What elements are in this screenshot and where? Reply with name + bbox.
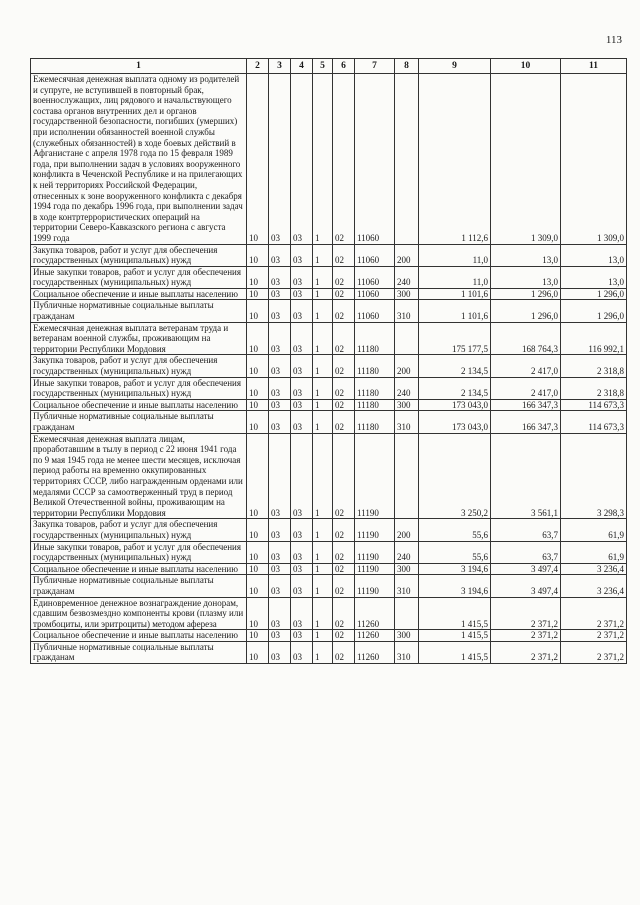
column-header: 1 [31, 59, 247, 74]
code-cell: 10 [247, 377, 269, 399]
table-row [31, 355, 627, 377]
amount-cell: 1 112,6 [419, 74, 491, 245]
amount-cell: 1 296,0 [491, 288, 561, 300]
column-header: 9 [419, 59, 491, 74]
code-cell: 03 [269, 575, 291, 597]
code-cell: 10 [247, 74, 269, 245]
table-body [31, 74, 627, 664]
table-row [31, 563, 627, 575]
row-name-cell: Иные закупки товаров, работ и услуг для обеспечения государственных (муниципальных) нужд [31, 377, 247, 399]
code-cell: 03 [291, 630, 313, 642]
code-cell: 1 [313, 355, 333, 377]
code-cell: 02 [333, 399, 355, 411]
code-cell: 10 [247, 288, 269, 300]
code-cell: 300 [395, 630, 419, 642]
budget-table [30, 58, 627, 664]
amount-cell: 3 298,3 [561, 433, 627, 519]
code-cell: 200 [395, 519, 419, 541]
code-cell: 10 [247, 266, 269, 288]
code-cell: 03 [269, 288, 291, 300]
table-row [31, 266, 627, 288]
table-row [31, 377, 627, 399]
row-name-cell: Ежемесячная денежная выплата одному из родителей и супруге, не вступившей в повторный брак, военнослужащих, лиц рядового и начальствующего состава органов внутренних дел и органов государственной безопасности, погибших (умерших) при исполнении обязанностей военной службы (служебных обязанностей) в ходе боевых действий в Афганистане с апреля 1978 года по 15 февраля 1989 года, при выполнении задач в условиях вооруженного конфликта в Чеченской Республике и на прилегающих к ней территориях Российской Федерации, отнесенных к зоне вооруженного конфликта с декабря 1994 года по декабрь 1996 года, при выполнении задач в ходе контртеррористических операций на территории Северо-Кавказского региона с августа 1999 года [31, 74, 247, 245]
column-header: 10 [491, 59, 561, 74]
code-cell: 03 [269, 433, 291, 519]
code-cell: 03 [291, 641, 313, 663]
amount-cell: 3 194,6 [419, 575, 491, 597]
code-cell: 200 [395, 355, 419, 377]
amount-cell: 1 415,5 [419, 597, 491, 630]
table-row [31, 244, 627, 266]
code-cell: 02 [333, 300, 355, 322]
amount-cell: 2 134,5 [419, 377, 491, 399]
column-header: 6 [333, 59, 355, 74]
page-number: 113 [605, 34, 622, 46]
amount-cell: 13,0 [491, 244, 561, 266]
table-row [31, 541, 627, 563]
code-cell: 11190 [355, 541, 395, 563]
code-cell: 1 [313, 630, 333, 642]
code-cell: 11060 [355, 244, 395, 266]
code-cell: 10 [247, 322, 269, 355]
row-name-cell: Закупка товаров, работ и услуг для обеспечения государственных (муниципальных) нужд [31, 355, 247, 377]
code-cell: 02 [333, 411, 355, 433]
code-cell [395, 74, 419, 245]
code-cell: 10 [247, 399, 269, 411]
code-cell: 11260 [355, 641, 395, 663]
amount-cell: 2 318,8 [561, 355, 627, 377]
code-cell: 11060 [355, 300, 395, 322]
code-cell: 1 [313, 641, 333, 663]
code-cell: 240 [395, 266, 419, 288]
row-name-cell: Социальное обеспечение и иные выплаты населению [31, 630, 247, 642]
code-cell: 02 [333, 355, 355, 377]
column-header: 8 [395, 59, 419, 74]
code-cell: 03 [269, 74, 291, 245]
amount-cell: 166 347,3 [491, 411, 561, 433]
code-cell: 310 [395, 300, 419, 322]
amount-cell: 168 764,3 [491, 322, 561, 355]
code-cell: 10 [247, 563, 269, 575]
code-cell: 1 [313, 74, 333, 245]
code-cell: 03 [291, 411, 313, 433]
code-cell: 03 [291, 433, 313, 519]
amount-cell: 1 101,6 [419, 288, 491, 300]
amount-cell: 55,6 [419, 541, 491, 563]
code-cell: 03 [269, 541, 291, 563]
code-cell: 03 [291, 322, 313, 355]
amount-cell: 63,7 [491, 541, 561, 563]
row-name-cell: Социальное обеспечение и иные выплаты населению [31, 563, 247, 575]
amount-cell: 2 371,2 [561, 597, 627, 630]
amount-cell: 13,0 [561, 244, 627, 266]
code-cell: 03 [269, 519, 291, 541]
code-cell: 03 [291, 597, 313, 630]
code-cell: 310 [395, 641, 419, 663]
amount-cell: 3 497,4 [491, 575, 561, 597]
code-cell: 310 [395, 411, 419, 433]
amount-cell: 114 673,3 [561, 399, 627, 411]
amount-cell: 1 296,0 [561, 300, 627, 322]
code-cell: 10 [247, 597, 269, 630]
row-name-cell: Иные закупки товаров, работ и услуг для обеспечения государственных (муниципальных) нужд [31, 266, 247, 288]
amount-cell: 2 371,2 [491, 630, 561, 642]
code-cell: 03 [269, 411, 291, 433]
code-cell: 03 [291, 266, 313, 288]
code-cell: 03 [291, 244, 313, 266]
amount-cell: 173 043,0 [419, 399, 491, 411]
code-cell: 240 [395, 541, 419, 563]
code-cell: 1 [313, 563, 333, 575]
code-cell: 300 [395, 399, 419, 411]
amount-cell: 2 371,2 [491, 597, 561, 630]
code-cell: 11180 [355, 411, 395, 433]
code-cell: 02 [333, 597, 355, 630]
amount-cell: 3 236,4 [561, 563, 627, 575]
code-cell: 03 [269, 244, 291, 266]
amount-cell: 63,7 [491, 519, 561, 541]
amount-cell: 1 309,0 [491, 74, 561, 245]
table-row [31, 300, 627, 322]
table-row [31, 399, 627, 411]
code-cell: 1 [313, 266, 333, 288]
code-cell: 11260 [355, 630, 395, 642]
code-cell: 10 [247, 519, 269, 541]
row-name-cell: Единовременное денежное вознаграждение донорам, сдавшим безвозмездно компоненты крови (плазму или тромбоциты, или эритроциты) методом афереза [31, 597, 247, 630]
code-cell: 10 [247, 541, 269, 563]
amount-cell: 2 318,8 [561, 377, 627, 399]
code-cell: 11190 [355, 433, 395, 519]
code-cell: 03 [291, 519, 313, 541]
code-cell: 10 [247, 433, 269, 519]
code-cell: 03 [269, 399, 291, 411]
code-cell: 03 [291, 399, 313, 411]
amount-cell: 2 371,2 [561, 630, 627, 642]
amount-cell: 2 417,0 [491, 355, 561, 377]
code-cell: 10 [247, 355, 269, 377]
amount-cell: 13,0 [491, 266, 561, 288]
code-cell: 200 [395, 244, 419, 266]
code-cell: 1 [313, 433, 333, 519]
code-cell: 1 [313, 541, 333, 563]
code-cell: 03 [269, 266, 291, 288]
code-cell: 11180 [355, 399, 395, 411]
amount-cell: 3 561,1 [491, 433, 561, 519]
code-cell: 02 [333, 519, 355, 541]
code-cell: 1 [313, 411, 333, 433]
amount-cell: 1 415,5 [419, 630, 491, 642]
amount-cell: 61,9 [561, 541, 627, 563]
column-header: 11 [561, 59, 627, 74]
code-cell: 03 [291, 300, 313, 322]
row-name-cell: Закупка товаров, работ и услуг для обеспечения государственных (муниципальных) нужд [31, 244, 247, 266]
row-name-cell: Публичные нормативные социальные выплаты гражданам [31, 300, 247, 322]
table-row [31, 322, 627, 355]
amount-cell: 175 177,5 [419, 322, 491, 355]
code-cell: 240 [395, 377, 419, 399]
amount-cell: 2 417,0 [491, 377, 561, 399]
code-cell: 03 [269, 597, 291, 630]
code-cell: 03 [269, 300, 291, 322]
table-row [31, 433, 627, 519]
table-row [31, 288, 627, 300]
amount-cell: 2 371,2 [561, 641, 627, 663]
code-cell: 03 [291, 288, 313, 300]
amount-cell: 55,6 [419, 519, 491, 541]
code-cell: 03 [291, 377, 313, 399]
code-cell: 02 [333, 288, 355, 300]
row-name-cell: Публичные нормативные социальные выплаты гражданам [31, 575, 247, 597]
code-cell: 11060 [355, 266, 395, 288]
column-header: 7 [355, 59, 395, 74]
code-cell: 03 [291, 541, 313, 563]
table-row [31, 575, 627, 597]
amount-cell: 166 347,3 [491, 399, 561, 411]
header-row [31, 59, 627, 74]
row-name-cell: Социальное обеспечение и иные выплаты населению [31, 399, 247, 411]
code-cell: 11180 [355, 322, 395, 355]
code-cell: 03 [269, 563, 291, 575]
code-cell: 10 [247, 641, 269, 663]
code-cell: 02 [333, 630, 355, 642]
code-cell: 11190 [355, 519, 395, 541]
row-name-cell: Социальное обеспечение и иные выплаты населению [31, 288, 247, 300]
code-cell: 02 [333, 244, 355, 266]
code-cell: 1 [313, 399, 333, 411]
code-cell: 10 [247, 630, 269, 642]
code-cell: 11190 [355, 563, 395, 575]
amount-cell: 13,0 [561, 266, 627, 288]
code-cell: 310 [395, 575, 419, 597]
code-cell: 11060 [355, 74, 395, 245]
table-row [31, 74, 627, 245]
amount-cell: 1 296,0 [491, 300, 561, 322]
code-cell: 02 [333, 563, 355, 575]
amount-cell: 1 309,0 [561, 74, 627, 245]
code-cell: 03 [269, 355, 291, 377]
column-header: 3 [269, 59, 291, 74]
code-cell: 10 [247, 300, 269, 322]
code-cell: 1 [313, 244, 333, 266]
amount-cell: 2 134,5 [419, 355, 491, 377]
code-cell: 02 [333, 74, 355, 245]
code-cell: 02 [333, 433, 355, 519]
code-cell: 300 [395, 288, 419, 300]
code-cell: 03 [291, 355, 313, 377]
code-cell [395, 433, 419, 519]
column-header: 4 [291, 59, 313, 74]
code-cell: 11180 [355, 377, 395, 399]
code-cell: 11060 [355, 288, 395, 300]
code-cell: 02 [333, 641, 355, 663]
code-cell: 300 [395, 563, 419, 575]
code-cell: 10 [247, 411, 269, 433]
code-cell: 1 [313, 575, 333, 597]
row-name-cell: Закупка товаров, работ и услуг для обеспечения государственных (муниципальных) нужд [31, 519, 247, 541]
code-cell: 03 [291, 575, 313, 597]
row-name-cell: Публичные нормативные социальные выплаты гражданам [31, 411, 247, 433]
code-cell: 03 [269, 322, 291, 355]
code-cell: 1 [313, 300, 333, 322]
code-cell [395, 597, 419, 630]
code-cell: 1 [313, 288, 333, 300]
code-cell: 1 [313, 322, 333, 355]
code-cell: 11260 [355, 597, 395, 630]
code-cell: 02 [333, 377, 355, 399]
amount-cell: 3 497,4 [491, 563, 561, 575]
code-cell: 10 [247, 575, 269, 597]
code-cell: 1 [313, 597, 333, 630]
amount-cell: 3 250,2 [419, 433, 491, 519]
amount-cell: 3 194,6 [419, 563, 491, 575]
column-header: 2 [247, 59, 269, 74]
amount-cell: 173 043,0 [419, 411, 491, 433]
table-row [31, 519, 627, 541]
code-cell: 03 [269, 630, 291, 642]
amount-cell: 2 371,2 [491, 641, 561, 663]
code-cell: 02 [333, 575, 355, 597]
amount-cell: 116 992,1 [561, 322, 627, 355]
table-row [31, 597, 627, 630]
code-cell [395, 322, 419, 355]
row-name-cell: Иные закупки товаров, работ и услуг для обеспечения государственных (муниципальных) нужд [31, 541, 247, 563]
code-cell: 02 [333, 266, 355, 288]
code-cell: 1 [313, 519, 333, 541]
code-cell: 03 [291, 74, 313, 245]
column-header: 5 [313, 59, 333, 74]
amount-cell: 11,0 [419, 266, 491, 288]
table-row [31, 630, 627, 642]
code-cell: 02 [333, 322, 355, 355]
code-cell: 03 [269, 377, 291, 399]
amount-cell: 1 415,5 [419, 641, 491, 663]
code-cell: 03 [291, 563, 313, 575]
code-cell: 11190 [355, 575, 395, 597]
row-name-cell: Ежемесячная денежная выплата ветеранам труда и ветеранам военной службы, проживающим на территории Республики Мордовия [31, 322, 247, 355]
amount-cell: 11,0 [419, 244, 491, 266]
row-name-cell: Ежемесячная денежная выплата лицам, проработавшим в тылу в период с 22 июня 1941 года по 9 мая 1945 года не менее шести месяцев, исключая период работы на временно оккупированных территориях СССР, либо награжденным орденами или медалями СССР за самоотверженный труд в период Великой Отечественной войны, проживающим на территории Республики Мордовия [31, 433, 247, 519]
row-name-cell: Публичные нормативные социальные выплаты гражданам [31, 641, 247, 663]
code-cell: 11180 [355, 355, 395, 377]
amount-cell: 61,9 [561, 519, 627, 541]
amount-cell: 1 296,0 [561, 288, 627, 300]
code-cell: 10 [247, 244, 269, 266]
table-row [31, 641, 627, 663]
amount-cell: 1 101,6 [419, 300, 491, 322]
amount-cell: 3 236,4 [561, 575, 627, 597]
table-row [31, 411, 627, 433]
code-cell: 03 [269, 641, 291, 663]
code-cell: 02 [333, 541, 355, 563]
code-cell: 1 [313, 377, 333, 399]
amount-cell: 114 673,3 [561, 411, 627, 433]
